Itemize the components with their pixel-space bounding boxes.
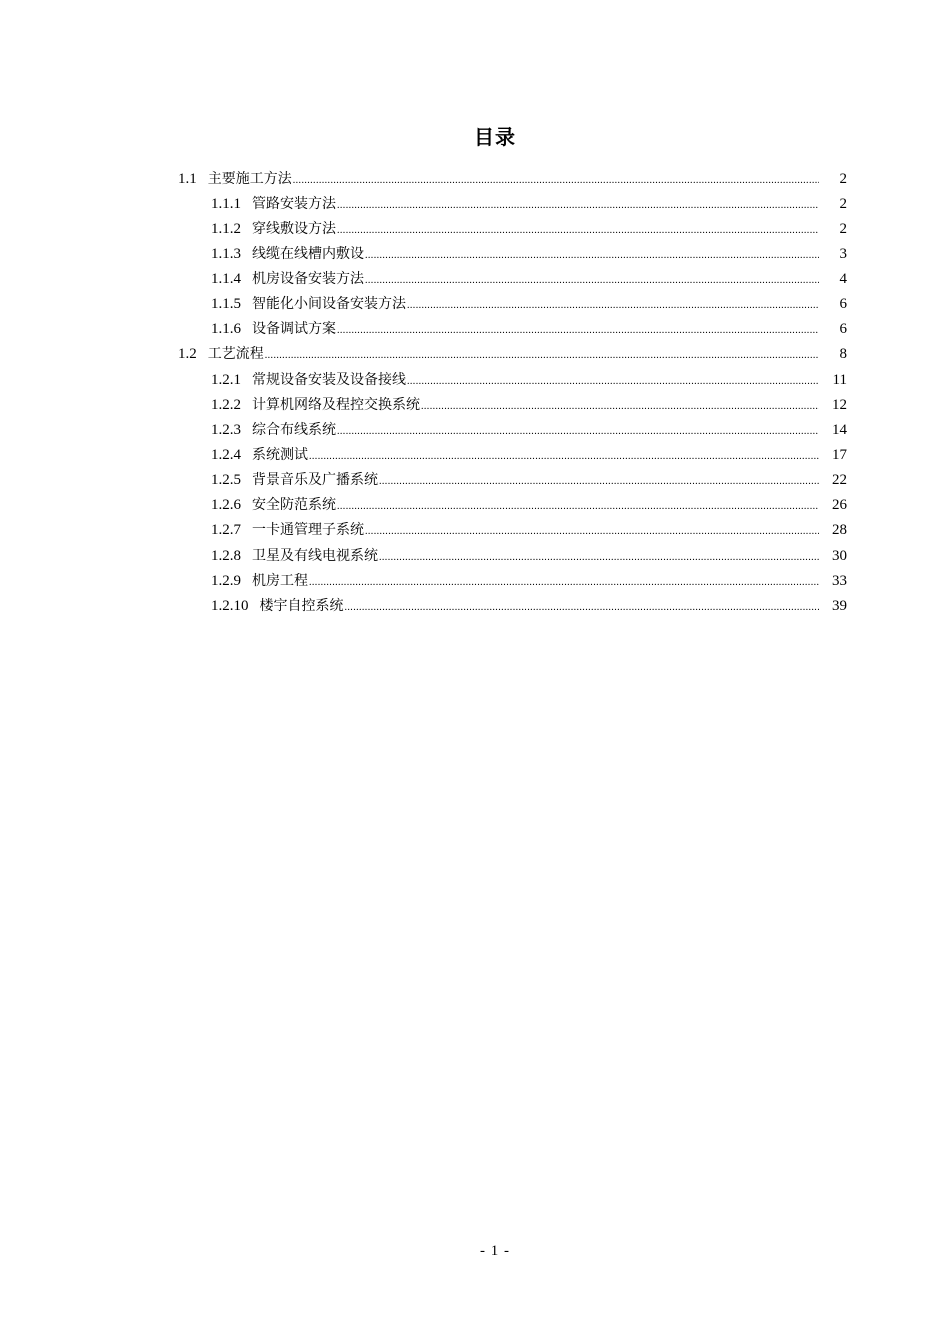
toc-entry-title: 卫星及有线电视系统 <box>252 548 378 564</box>
toc-entry-number: 1.2.4 <box>211 447 241 463</box>
toc-entry[interactable] <box>211 267 847 292</box>
toc-entry-page: 39 <box>832 598 847 614</box>
toc-entry-title: 背景音乐及广播系统 <box>252 472 378 488</box>
toc-dot-leader <box>365 519 819 544</box>
toc-entry-number: 1.2.5 <box>211 472 241 488</box>
toc-entry[interactable] <box>211 544 847 569</box>
toc-entry[interactable] <box>178 342 847 367</box>
toc-entry-page: 26 <box>832 497 847 513</box>
toc-entry-page: 30 <box>832 548 847 564</box>
toc-entry[interactable] <box>211 594 847 619</box>
toc-entry-number: 1.1 <box>178 171 197 187</box>
toc-entry-number: 1.2.7 <box>211 522 241 538</box>
toc-dot-leader <box>407 293 819 318</box>
toc-dot-leader <box>265 343 819 368</box>
toc-entry-title: 计算机网络及程控交换系统 <box>252 397 420 413</box>
toc-entry-page: 33 <box>832 573 847 589</box>
toc-entry[interactable] <box>211 518 847 543</box>
toc-entry[interactable] <box>211 443 847 468</box>
toc-entry-page: 17 <box>832 447 847 463</box>
toc-entry-number: 1.1.5 <box>211 296 241 312</box>
toc-dot-leader <box>379 545 819 570</box>
toc-entry[interactable] <box>211 493 847 518</box>
toc-entry-number: 1.1.1 <box>211 196 241 212</box>
toc-entry[interactable] <box>211 217 847 242</box>
toc-entry-title: 综合布线系统 <box>252 422 336 438</box>
toc-entry-title: 穿线敷设方法 <box>252 221 336 237</box>
toc-entry-page: 2 <box>839 171 847 187</box>
toc-entry-number: 1.2.8 <box>211 548 241 564</box>
toc-dot-leader <box>309 570 819 595</box>
toc-entry[interactable] <box>211 317 847 342</box>
toc-entry-number: 1.2 <box>178 346 197 362</box>
toc-entry-page: 28 <box>832 522 847 538</box>
toc-entry-number: 1.2.1 <box>211 372 241 388</box>
toc-entry-page: 2 <box>839 221 847 237</box>
toc-entry-title: 楼宇自控系统 <box>259 598 344 614</box>
toc-entry-number: 1.1.3 <box>211 246 241 262</box>
toc-entry[interactable] <box>211 242 847 267</box>
toc-entry-title: 机房设备安装方法 <box>252 271 364 287</box>
toc-entry-title: 安全防范系统 <box>252 497 336 513</box>
toc-dot-leader <box>337 494 819 519</box>
toc-entry-number: 1.2.10 <box>211 598 249 614</box>
toc-dot-leader <box>345 595 820 620</box>
toc-entry-title: 一卡通管理子系统 <box>252 522 364 538</box>
toc-entry-title: 设备调试方案 <box>252 321 336 337</box>
toc-entry[interactable] <box>211 292 847 317</box>
toc-entry-title: 工艺流程 <box>207 346 264 362</box>
toc-entry-page: 2 <box>839 196 847 212</box>
toc-entry-number: 1.2.3 <box>211 422 241 438</box>
toc-entry-title: 主要施工方法 <box>207 171 292 187</box>
toc-entry-number: 1.1.6 <box>211 321 241 337</box>
toc-entry-number: 1.1.2 <box>211 221 241 237</box>
toc-entry-page: 22 <box>832 472 847 488</box>
toc-dot-leader <box>337 318 819 343</box>
toc-dot-leader <box>365 243 819 268</box>
toc-entry-title: 管路安装方法 <box>252 196 336 212</box>
toc-entry-title: 系统测试 <box>252 447 308 463</box>
toc-entry-number: 1.2.2 <box>211 397 241 413</box>
toc-entry[interactable] <box>211 368 847 393</box>
page-title: 目录 <box>474 125 516 149</box>
toc-dot-leader <box>337 218 819 243</box>
toc-entry-page: 6 <box>839 321 847 337</box>
toc-entry-number: 1.2.6 <box>211 497 241 513</box>
toc-dot-leader <box>407 369 819 394</box>
toc-dot-leader <box>309 444 819 469</box>
toc-entry-number: 1.1.4 <box>211 271 241 287</box>
toc-entry-page: 4 <box>839 271 847 287</box>
toc-dot-leader <box>337 193 819 218</box>
page-number-footer: - 1 - <box>480 1243 510 1259</box>
toc-entry-title: 常规设备安装及设备接线 <box>252 372 406 388</box>
toc-dot-leader <box>337 419 819 444</box>
toc-entry[interactable] <box>211 418 847 443</box>
toc-dot-leader <box>421 394 819 419</box>
toc-entry-page: 3 <box>839 246 847 262</box>
toc-entry-title: 线缆在线槽内敷设 <box>252 246 364 262</box>
toc-entry[interactable] <box>211 468 847 493</box>
toc-entry-page: 8 <box>839 346 847 362</box>
toc-dot-leader <box>293 168 819 193</box>
toc-entry[interactable] <box>211 569 847 594</box>
toc-entry-title: 机房工程 <box>252 573 308 589</box>
toc-entry[interactable] <box>178 167 847 192</box>
toc-entry[interactable] <box>211 192 847 217</box>
toc-entry-page: 12 <box>832 397 847 413</box>
toc-entry-page: 14 <box>832 422 847 438</box>
toc-dot-leader <box>379 469 819 494</box>
toc-entry-page: 6 <box>839 296 847 312</box>
toc-entry-page: 11 <box>832 372 847 388</box>
toc-entry-number: 1.2.9 <box>211 573 241 589</box>
toc-entry-title: 智能化小间设备安装方法 <box>252 296 406 312</box>
toc-dot-leader <box>365 268 819 293</box>
toc-entry[interactable] <box>211 393 847 418</box>
